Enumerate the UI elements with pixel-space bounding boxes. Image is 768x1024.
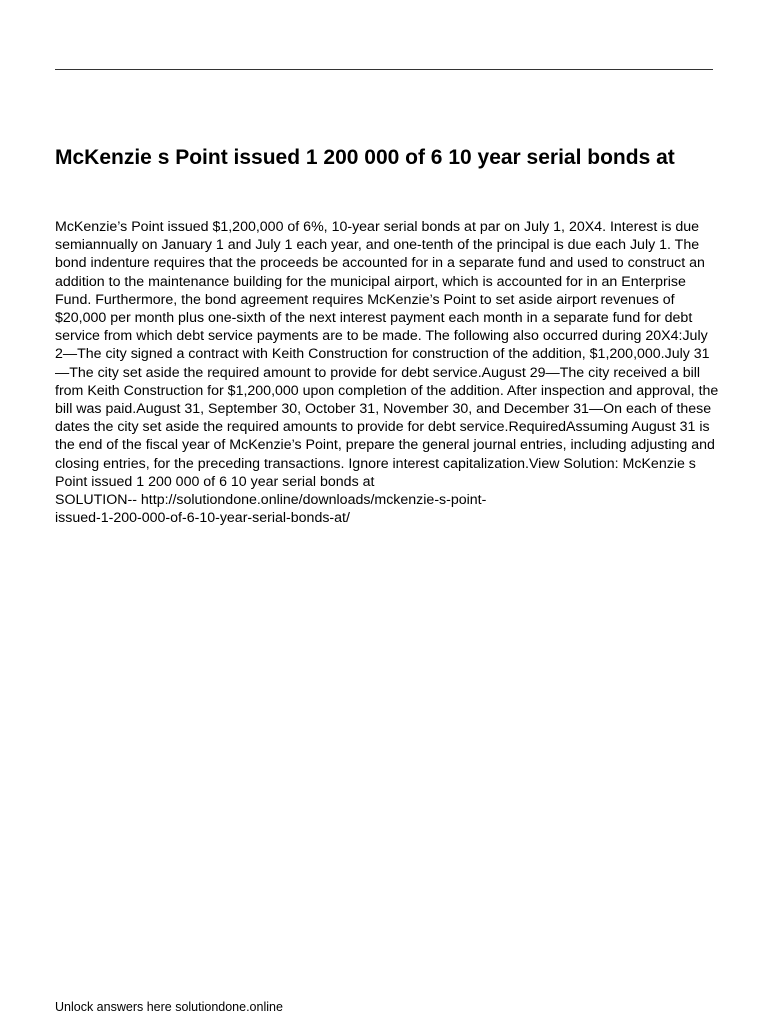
document-body bbox=[55, 218, 719, 527]
solution-link[interactable] bbox=[55, 491, 719, 527]
solution-link-line-2[interactable]: issued-1-200-000-of-6-10-year-serial-bonds-at/ bbox=[55, 510, 350, 527]
solution-link-line-1[interactable]: SOLUTION-- http://solutiondone.online/downloads/mckenzie-s-point- bbox=[55, 492, 487, 509]
footer-text: Unlock answers here solutiondone.online bbox=[55, 1000, 283, 1014]
problem-text: McKenzie’s Point issued $1,200,000 of 6%, 10-year serial bonds at par on July 1, 20X4. Interest is due semiannually on January 1 and July 1 each year, and one-tenth of the principal is due each July 1. The bond indenture requires that the proceeds be accounted for in a separate fund and used to construct an addition to the maintenance building for the municipal airport, which is accounted for in an Enterprise Fund. Furthermore, the bond agreement requires McKenzie’s Point to set aside airport revenues of $20,000 per month plus one-sixth of the next interest payment each month in a separate fund for debt service from which debt service payments are to be made. The following also occurred during 20X4:July 2—The city signed a contract with Keith Construction for construction of the addition, $1,200,000.July 31—The city set aside the required amount to provide for debt service.August 29—The city received a bill from Keith Construction for $1,200,000 upon completion of the addition. After inspection and approval, the bill was paid.August 31, September 30, October 31, November 30, and December 31—On each of these dates the city set aside the required amounts to provide for debt service.RequiredAssuming August 31 is the end of the fiscal year of McKenzie’s Point, prepare the general journal entries, including adjusting and closing entries, for the preceding transactions. Ignore interest capitalization.View Solution: McKenzie s Point issued 1 200 000 of 6 10 year serial bonds at bbox=[55, 219, 719, 490]
page-title: McKenzie s Point issued 1 200 000 of 6 10 year serial bonds at bbox=[55, 146, 675, 169]
top-divider bbox=[55, 69, 713, 70]
